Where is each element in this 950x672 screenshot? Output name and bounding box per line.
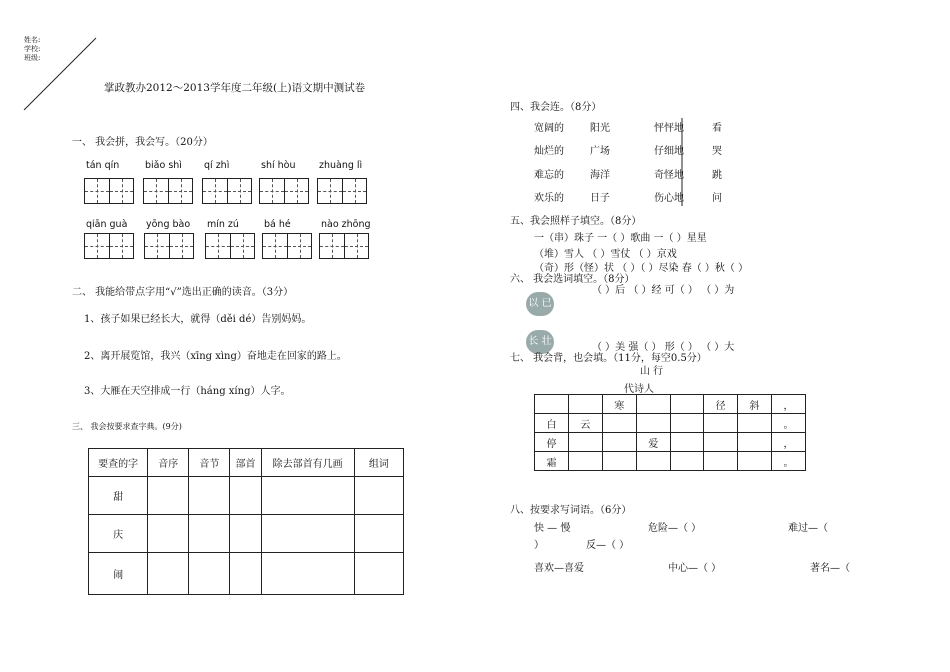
match-word[interactable]: 灿烂的 — [534, 146, 564, 157]
poem-char: 白 — [535, 414, 569, 433]
match-word[interactable]: 怦怦地 — [654, 123, 684, 134]
writing-cell[interactable] — [169, 234, 193, 258]
writing-cell[interactable] — [206, 234, 230, 258]
pinyin-label: qiān guà — [86, 219, 128, 230]
poem-char: ， — [772, 433, 806, 452]
pinyin-label: bá hé — [264, 219, 291, 230]
col-header: 音序 — [148, 449, 189, 477]
writing-cell[interactable] — [287, 234, 311, 258]
pinyin-label: tán qín — [86, 160, 120, 171]
writing-grid[interactable] — [262, 233, 312, 259]
page-title: 掌政教办2012～2013学年度二年级(上)语文期中测试卷 — [104, 82, 366, 94]
section-1-label: 一、 我会拼，我会写。（20分） — [72, 137, 213, 148]
poem-blank[interactable] — [602, 414, 636, 433]
writing-grid[interactable] — [84, 178, 134, 204]
table-row — [89, 553, 404, 595]
poem-blank[interactable] — [602, 433, 636, 452]
match-word[interactable]: 仔细地 — [654, 146, 684, 157]
match-word[interactable]: 阳光 — [590, 123, 610, 134]
section-2-label: 二、 我能给带点字用“√”选出正确的读音。（3分） — [72, 287, 294, 298]
pinyin-label: mín zú — [207, 219, 239, 230]
name-label: 姓名: — [24, 36, 41, 44]
poem-blank[interactable] — [704, 414, 738, 433]
s8-item: 危险—（ ） — [648, 523, 702, 534]
poem-blank[interactable] — [636, 395, 670, 414]
writing-grid[interactable] — [202, 178, 252, 204]
poem-blank[interactable] — [670, 414, 703, 433]
poem-blank[interactable] — [670, 433, 703, 452]
s2-item-2: 2、离开展览馆，我兴（xīng xìng）奋地走在回家的路上。 — [84, 351, 347, 362]
writing-grid[interactable] — [144, 233, 194, 259]
match-word[interactable]: 跳 — [712, 170, 722, 181]
section-8-label: 八、按要求写词语。（6分） — [510, 505, 632, 516]
poem-row — [535, 452, 806, 471]
class-label: 班级: — [24, 54, 41, 62]
col-header: 组词 — [354, 449, 403, 477]
writing-cell[interactable] — [145, 234, 169, 258]
match-word[interactable]: 日子 — [590, 193, 610, 204]
poem-char: 径 — [704, 395, 738, 414]
match-word[interactable]: 海洋 — [590, 170, 610, 181]
poem-blank[interactable] — [535, 395, 569, 414]
table-row — [89, 515, 404, 553]
section-5-label: 五、我会照样子填空。（8分） — [510, 216, 642, 227]
s5-line-3: （奇）形（怪）状 （ ）（ ）尽染 春（ ）秋（ ） — [534, 263, 749, 274]
match-word[interactable]: 难忘的 — [534, 170, 564, 181]
writing-cell[interactable] — [263, 234, 287, 258]
writing-grid[interactable] — [259, 178, 309, 204]
char-cell: 庆 — [89, 515, 148, 553]
pinyin-label: zhuàng lì — [319, 160, 363, 171]
poem-blank[interactable] — [602, 452, 636, 471]
binding-line — [0, 0, 120, 120]
poem-char: 寒 — [602, 395, 636, 414]
writing-cell[interactable] — [284, 179, 308, 203]
writing-cell[interactable] — [109, 179, 133, 203]
writing-cell[interactable] — [230, 234, 254, 258]
s8-item: 快 — 慢 — [534, 523, 571, 534]
char-cell: 甜 — [89, 477, 148, 515]
s8-item: 反—（ ） — [586, 540, 630, 551]
poem-char: 爱 — [636, 433, 670, 452]
writing-cell[interactable] — [168, 179, 192, 203]
writing-cell[interactable] — [320, 234, 344, 258]
s5-line-2: （堆）雪人 （ ）雪仗 （ ）京戏 — [534, 249, 677, 260]
s2-item-1: 1、孩子如果已经长大，就得（děi dé）告别妈妈。 — [84, 314, 312, 325]
writing-cell[interactable] — [203, 179, 227, 203]
writing-cell[interactable] — [144, 179, 168, 203]
poem-blank[interactable] — [738, 433, 772, 452]
word-tag-1: 以 已 — [526, 292, 554, 316]
writing-cell[interactable] — [318, 179, 342, 203]
pinyin-label: nào zhōng — [321, 219, 371, 230]
match-word[interactable]: 问 — [712, 193, 722, 204]
poem-blank[interactable] — [636, 414, 670, 433]
match-word[interactable]: 哭 — [712, 146, 722, 157]
writing-grid[interactable] — [317, 178, 367, 204]
col-header: 要查的字 — [89, 449, 148, 477]
pinyin-label: yōng bào — [146, 219, 191, 230]
poem-blank[interactable] — [738, 414, 772, 433]
poem-row — [535, 433, 806, 452]
writing-cell[interactable] — [342, 179, 366, 203]
poem-char: 停 — [535, 433, 569, 452]
s8-item: 难过—（ — [788, 523, 828, 534]
writing-grid[interactable] — [143, 178, 193, 204]
writing-cell[interactable] — [260, 179, 284, 203]
writing-grid[interactable] — [319, 233, 369, 259]
s6-line-1: （ ）后 （ ）经 可（ ） （ ）为 — [592, 285, 735, 296]
poem-char: 。 — [772, 452, 806, 471]
poem-blank[interactable] — [568, 433, 602, 452]
poem-char: 云 — [568, 414, 602, 433]
poem-blank[interactable] — [636, 452, 670, 471]
col-header: 除去部首有几画 — [261, 449, 354, 477]
writing-cell[interactable] — [227, 179, 251, 203]
match-word[interactable]: 欢乐的 — [534, 193, 564, 204]
match-word[interactable]: 奇怪地 — [654, 170, 684, 181]
writing-cell[interactable] — [85, 179, 109, 203]
table-header-row — [89, 449, 404, 477]
s8-item: 喜欢—喜爱 — [534, 563, 584, 574]
poem-author: ____代诗人 ____ — [604, 384, 678, 395]
section-6-label: 六、 我会选词填空。（8分） — [510, 274, 635, 285]
poem-char: 霜 — [535, 452, 569, 471]
section-7-label: 七、 我会背，也会填。（11分，每空0.5分） — [510, 353, 707, 364]
s5-line-1: 一（串）珠子 一（ ）歌曲 一（ ）星星 — [534, 233, 707, 244]
poem-char: ， — [772, 395, 806, 414]
writing-cell[interactable] — [109, 234, 133, 258]
poem-table — [534, 394, 806, 471]
poem-row — [535, 414, 806, 433]
poem-blank[interactable] — [568, 452, 602, 471]
table-row — [89, 477, 404, 515]
matching-line — [680, 118, 684, 208]
s6-line-2: （ ）美 强（ ） 形（ ） （ ）大 — [592, 342, 735, 353]
match-word[interactable]: 看 — [712, 123, 722, 134]
poem-blank[interactable] — [568, 395, 602, 414]
poem-blank[interactable] — [738, 452, 772, 471]
school-label: 学校: — [24, 45, 41, 53]
dictionary-table — [88, 448, 404, 595]
s2-item-3: 3、大雁在天空排成一行（háng xíng）人字。 — [84, 386, 291, 397]
section-3-label: 三、 我会按要求查字典。(9分) — [72, 422, 182, 431]
poem-blank[interactable] — [670, 452, 703, 471]
col-header: 音节 — [189, 449, 230, 477]
s8-item: 中心—（ ） — [668, 563, 722, 574]
poem-row — [535, 395, 806, 414]
poem-char: 斜 — [738, 395, 772, 414]
writing-grid[interactable] — [84, 233, 134, 259]
col-header: 部首 — [230, 449, 261, 477]
char-cell: 闹 — [89, 553, 148, 595]
poem-char: 。 — [772, 414, 806, 433]
poem-title: 山 行 — [640, 366, 664, 377]
writing-cell[interactable] — [85, 234, 109, 258]
match-word[interactable]: 宽阔的 — [534, 123, 564, 134]
word-tag-2: 长 壮 — [526, 330, 554, 354]
writing-cell[interactable] — [344, 234, 368, 258]
writing-grid[interactable] — [205, 233, 255, 259]
s8-item: ） — [534, 540, 544, 551]
pinyin-label: biǎo shì — [145, 160, 182, 171]
poem-blank[interactable] — [704, 452, 738, 471]
poem-blank[interactable] — [704, 433, 738, 452]
pinyin-label: qí zhì — [204, 160, 230, 171]
pinyin-label: shí hòu — [261, 160, 296, 171]
match-word[interactable]: 伤心地 — [654, 193, 684, 204]
s8-item: 著名—（ — [810, 563, 850, 574]
match-word[interactable]: 广场 — [590, 146, 610, 157]
section-4-label: 四、我会连。（8分） — [510, 102, 602, 113]
poem-blank[interactable] — [670, 395, 703, 414]
